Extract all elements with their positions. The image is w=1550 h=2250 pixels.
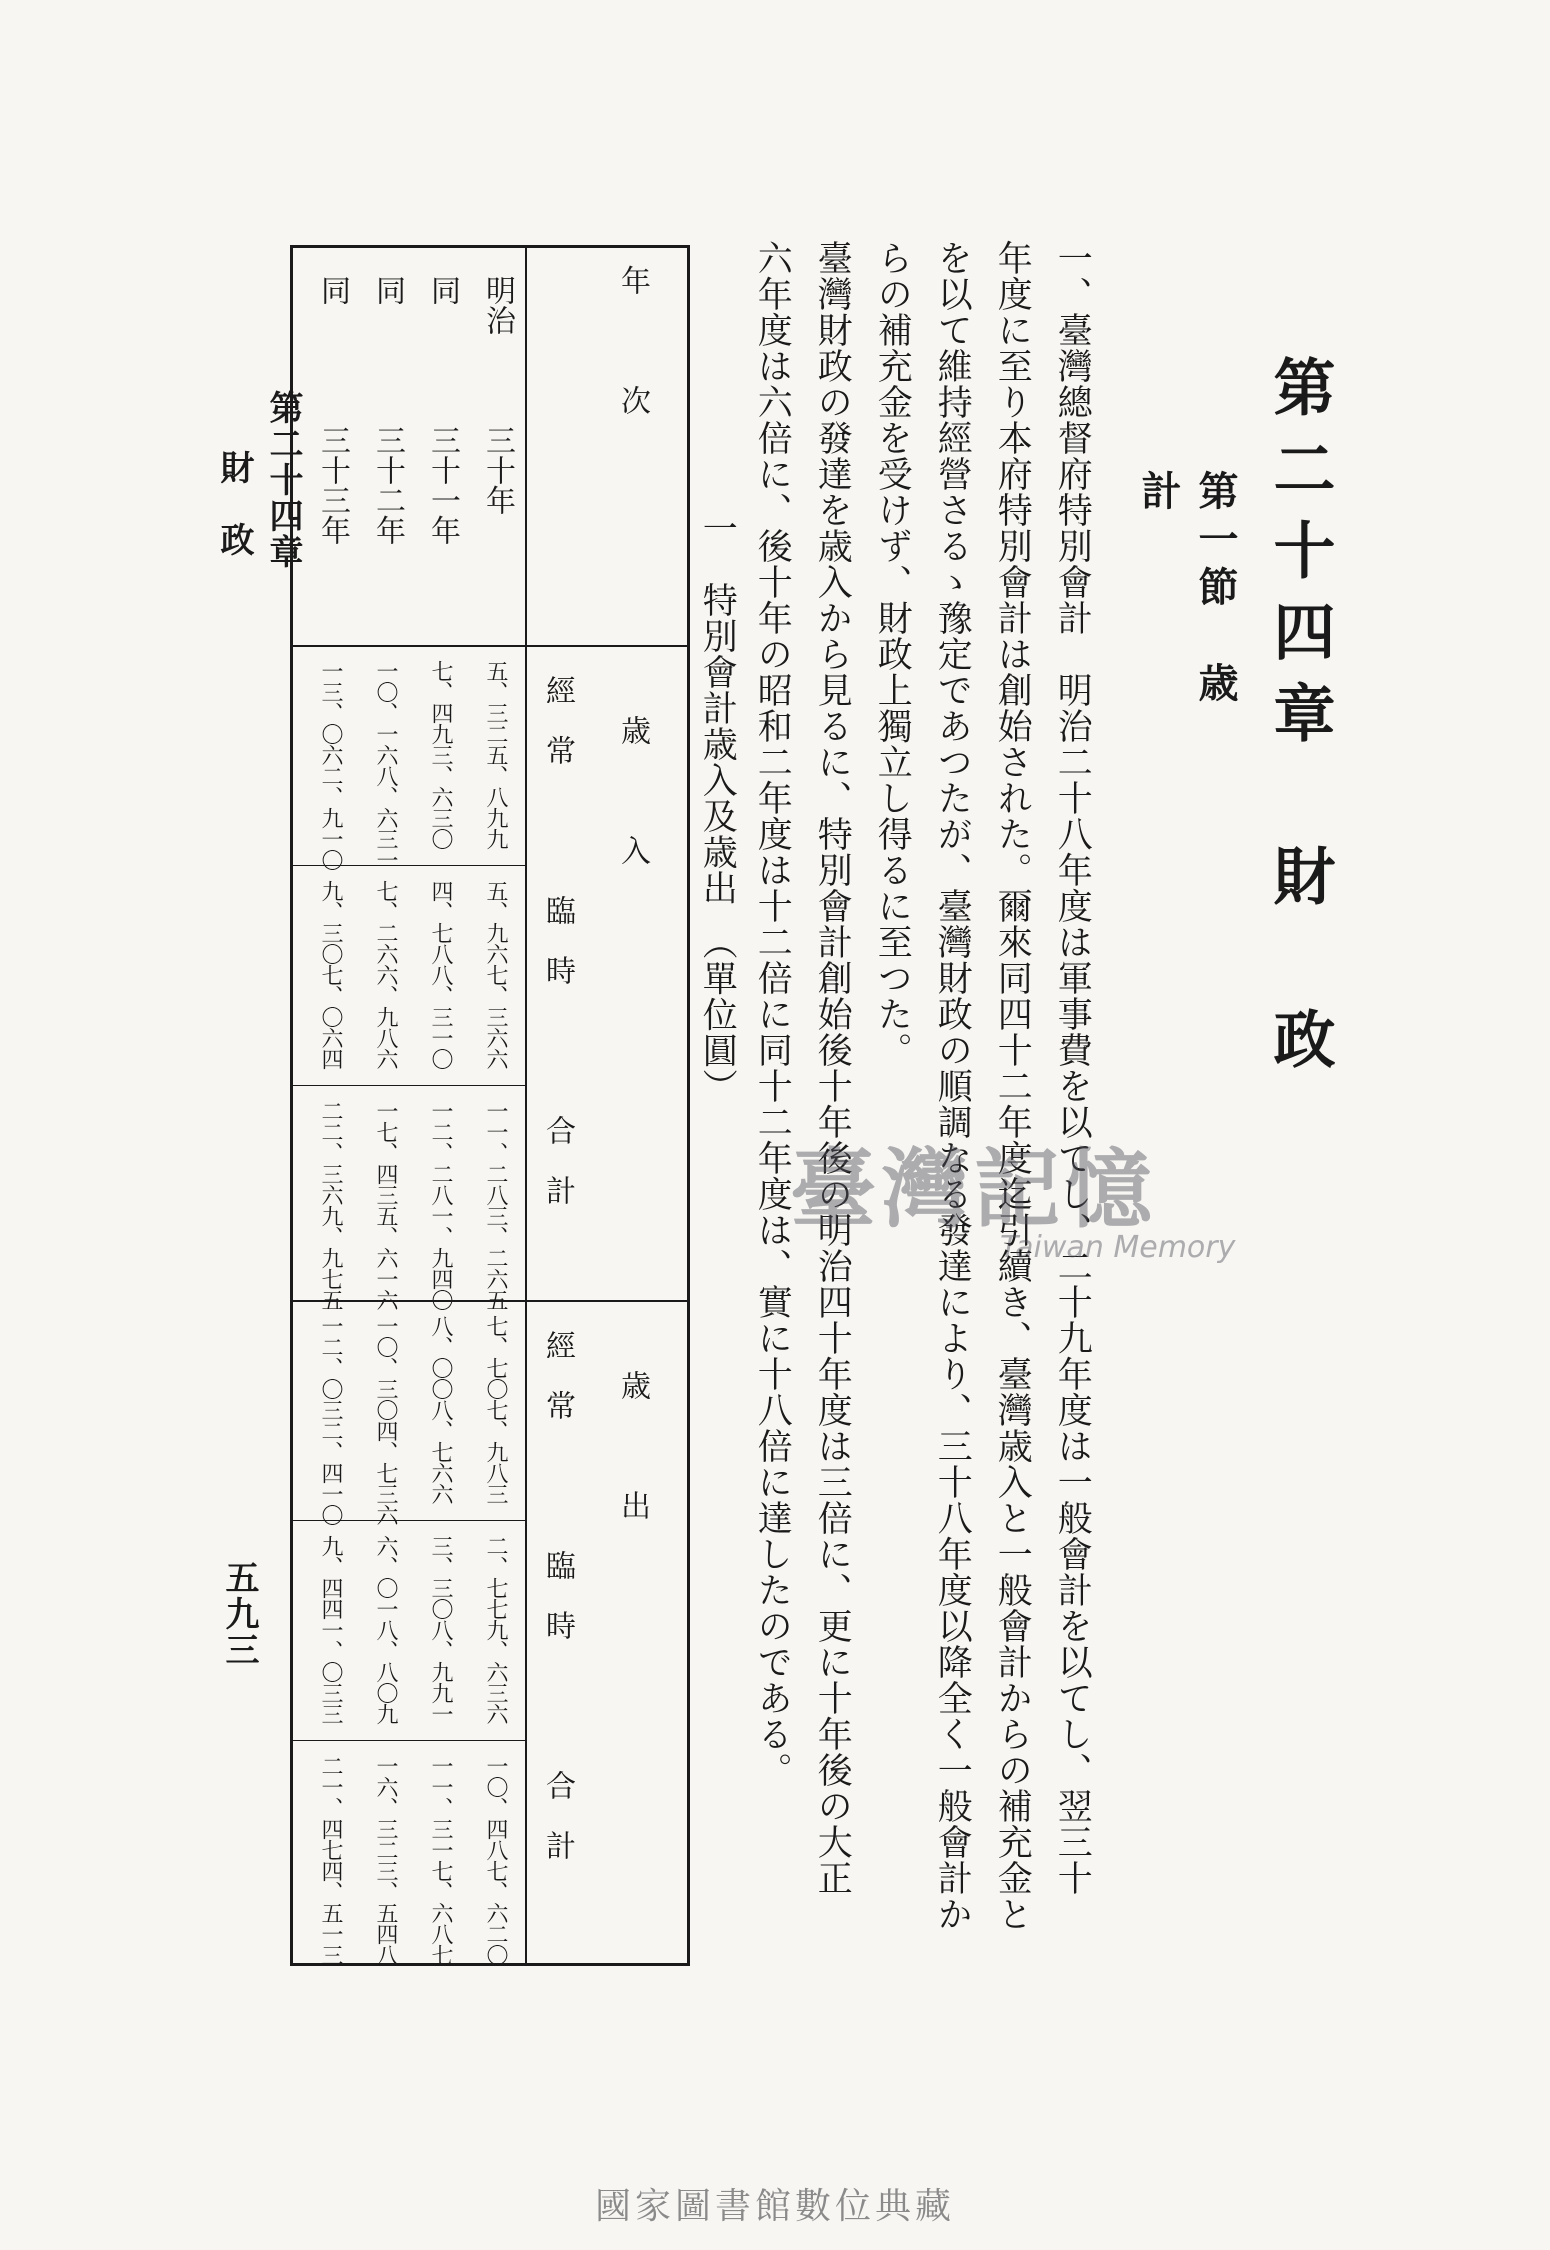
watermark-sub: Taiwan Memory: [1000, 1230, 1236, 1265]
exp-extraordinary: 六、〇一八、八〇九: [373, 1535, 398, 1724]
exp-ordinary: 八、〇〇八、七六六: [428, 1315, 453, 1504]
rev-extraordinary: 四、七八八、三一〇: [428, 880, 453, 1069]
paragraph-line: 年度に至り本府特別會計は創始された。爾來同四十二年度迄引續き、臺灣歳入と一般會計からの補充金と: [992, 240, 1033, 1932]
row-year: 三十二年: [370, 425, 405, 545]
running-head-chapter: 第二十四章: [263, 390, 303, 570]
row-year: 三十一年: [425, 425, 460, 545]
section-title: [1130, 470, 1244, 930]
header-revenue: 歳 入: [615, 715, 650, 865]
exp-extraordinary: 九、四四一、〇三三: [318, 1535, 343, 1724]
row-year: 三十年: [480, 425, 515, 515]
rev-total: 一七、四三五、六一六: [373, 1100, 398, 1310]
footer-source: 國家圖書館數位典藏: [594, 2186, 955, 2227]
header-exp-ordinary: 經 常: [540, 1330, 575, 1420]
section-title-main: 第一節 歳: [1192, 470, 1239, 710]
exp-extraordinary: 二、七七九、六三六: [483, 1535, 508, 1724]
exp-total: 一六、三二三、五四八: [373, 1755, 398, 1965]
header-expenditure: 歳 出: [615, 1370, 650, 1520]
rev-ordinary: 一〇、一六八、六三一: [373, 660, 398, 870]
finance-table: [290, 245, 690, 1965]
running-head: [210, 390, 308, 790]
exp-ordinary: 七、七〇七、九八三: [483, 1315, 508, 1504]
rev-extraordinary: 九、三〇七、〇六四: [318, 880, 343, 1069]
section-title-sub: 計: [1135, 470, 1182, 518]
exp-total: 一一、三一七、六八七: [428, 1755, 453, 1965]
row-era: 同: [425, 275, 460, 305]
rev-total: 一二、二八一、九四〇: [428, 1100, 453, 1310]
row-era: 同: [370, 275, 405, 305]
rev-ordinary: 七、四九三、六三〇: [428, 660, 453, 849]
exp-total: 二一、四七四、五一三: [318, 1755, 343, 1965]
exp-total: 一〇、四八七、六二〇: [483, 1755, 508, 1965]
page-number: 五九三: [219, 1560, 259, 1668]
header-rev-extraordinary: 臨 時: [540, 895, 575, 985]
rev-total: 一一、二八三、二六五: [483, 1100, 508, 1310]
rev-extraordinary: 七、二六六、九八六: [373, 880, 398, 1069]
rev-total: 二二、三六九、九七五: [318, 1100, 343, 1310]
paragraph-line: 一、臺灣總督府特別會計 明治二十八年度は軍事費を以てし、二十九年度は一般會計を以てし、翌三十: [1052, 240, 1093, 1896]
header-rev-total: 合 計: [540, 1115, 575, 1205]
rev-ordinary: 五、三二五、八九九: [483, 660, 508, 849]
header-exp-total: 合 計: [540, 1770, 575, 1860]
rev-ordinary: 一三、〇六二、九一〇: [318, 660, 343, 870]
header-exp-extraordinary: 臨 時: [540, 1550, 575, 1640]
running-head-topic: 財 政: [214, 450, 254, 558]
row-era: 同: [315, 275, 350, 305]
row-year: 三十三年: [315, 425, 350, 545]
paragraph-line: 臺灣財政の發達を歳入から見るに、特別會計創始後十年後の明治四十年度は三倍に、更に十年後の大正: [812, 240, 853, 1896]
watermark: 臺灣記憶: [790, 1140, 1158, 1240]
exp-extraordinary: 三、三〇八、九九一: [428, 1535, 453, 1724]
paragraph-line: らの補充金を受けず、財政上獨立し得るに至つた。: [872, 240, 913, 1068]
exp-ordinary: 一二、〇三二、四一〇: [318, 1315, 343, 1525]
paragraph-line: 六年度は六倍に、後十年の昭和二年度は十二倍に同十二年度は、實に十八倍に達したのである。: [752, 240, 793, 1788]
header-year: 年 次: [615, 265, 650, 415]
paragraph-line: を以て維持經營さるゝ豫定であつたが、臺灣財政の順調なる發達により、三十八年度以降全く一般會計か: [932, 240, 973, 1932]
chapter-title: 第二十四章 財 政: [1263, 355, 1336, 1075]
rev-extraordinary: 五、九六七、三六六: [483, 880, 508, 1069]
header-rev-ordinary: 經 常: [540, 675, 575, 765]
row-era: 明治: [480, 275, 515, 335]
exp-ordinary: 一〇、三〇四、七三六: [373, 1315, 398, 1525]
table-caption: 一 特別會計歳入及歳出 （單位圓）: [697, 510, 738, 1105]
